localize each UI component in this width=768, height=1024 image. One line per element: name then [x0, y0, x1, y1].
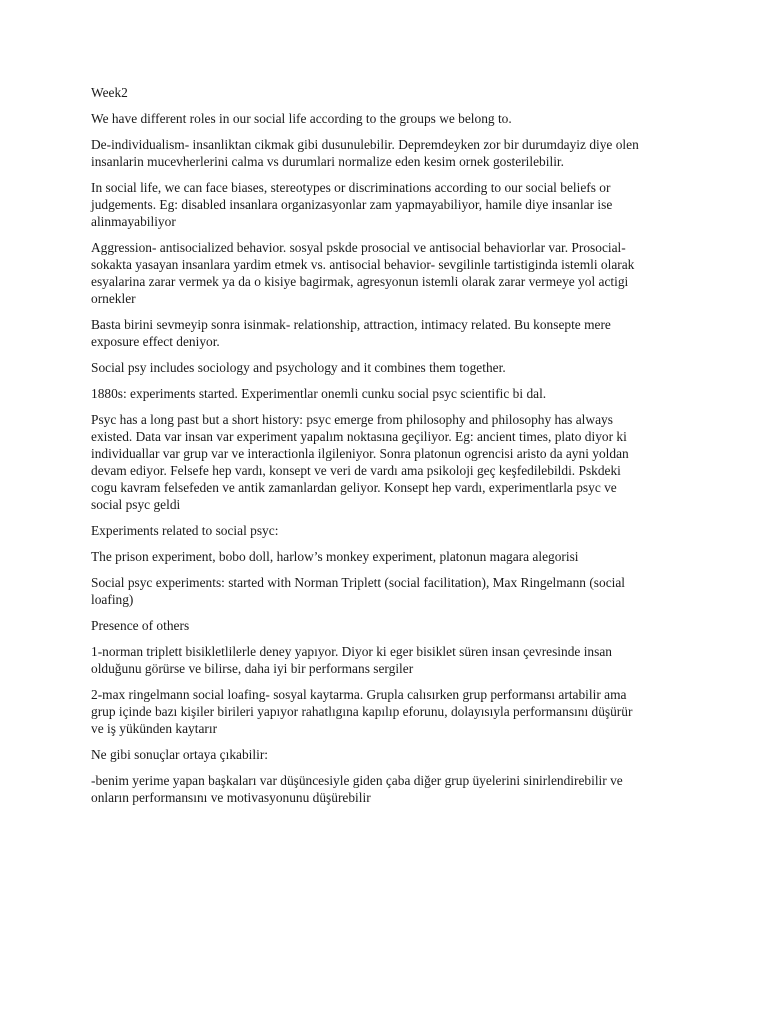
paragraph	[91, 643, 691, 677]
text-line: ornekler	[91, 291, 136, 306]
text-line: Ne gibi sonuçlar ortaya çıkabilir:	[91, 747, 268, 762]
text-line: loafing)	[91, 592, 134, 607]
text-line: 2-max ringelmann social loafing- sosyal kaytarma. Grupla calısırken grup performansı artabilir ama	[91, 687, 627, 702]
text-line: Psyc has a long past but a short history: psyc emerge from philosophy and philosophy has always	[91, 412, 613, 427]
text-line: 1880s: experiments started. Experimentlar onemli cunku social psyc scientific bi dal.	[91, 386, 547, 401]
text-line: The prison experiment, bobo doll, harlow’s monkey experiment, platonun magara alegorisi	[91, 549, 579, 564]
text-line: insanlarin mucevherlerini calma vs durumlari normalize eden kesim ornek gosterilebilir.	[91, 154, 564, 169]
document-heading	[91, 84, 691, 101]
text-line: sokakta yasayan insanlara yardim etmek vs. antisocial behavior- sevgilinle tartistiginda istemli olarak	[91, 257, 635, 272]
paragraph	[91, 179, 691, 230]
paragraph	[91, 359, 691, 376]
paragraph	[91, 385, 691, 402]
text-line: onların performansını ve motivasyonunu düşürebilir	[91, 790, 371, 805]
text-line: We have different roles in our social life according to the groups we belong to.	[91, 111, 512, 126]
paragraph	[91, 686, 691, 737]
text-line: olduğunu görürse ve bilirse, daha iyi bir performans sergiler	[91, 661, 414, 676]
text-line: existed. Data var insan var experiment yapalım noktasına geçiliyor. Eg: ancient times, plato diyor ki	[91, 429, 627, 444]
text-line: individuallar var grup var ve interactionla ilgileniyor. Sonra platonun ogrencisi aristo da ayni yoldan	[91, 446, 629, 461]
paragraph	[91, 110, 691, 127]
document-page	[91, 84, 691, 815]
text-line: In social life, we can face biases, stereotypes or discriminations according to our social beliefs or	[91, 180, 611, 195]
text-line: judgements. Eg: disabled insanlara organizasyonlar zam yapmayabiliyor, hamile diye insanlar ise	[91, 197, 613, 212]
text-line: cogu kavram felsefeden ve antik zamanlardan geliyor. Konsept hep vardı, experimentlarla psyc ve	[91, 480, 617, 495]
paragraph	[91, 772, 691, 806]
text-line: alinmayabiliyor	[91, 214, 176, 229]
text-line: Experiments related to social psyc:	[91, 523, 279, 538]
paragraph	[91, 411, 691, 513]
text-line: Basta birini sevmeyip sonra isinmak- relationship, attraction, intimacy related. Bu konsepte mere	[91, 317, 611, 332]
paragraph	[91, 239, 691, 307]
paragraph	[91, 617, 691, 634]
text-line: Week2	[91, 85, 128, 100]
text-line: devam ediyor. Felsefe hep vardı, konsept ve veri de vardı ama psikoloji geç keşfedilebildi. Pskdeki	[91, 463, 621, 478]
text-line: Social psy includes sociology and psychology and it combines them together.	[91, 360, 506, 375]
paragraph	[91, 136, 691, 170]
text-line: De-individualism- insanliktan cikmak gibi dusunulebilir. Depremdeyken zor bir durumdayiz diye olen	[91, 137, 639, 152]
paragraph	[91, 574, 691, 608]
text-line: grup içinde bazı kişiler birileri yapıyor rahatlıgına kapılıp eforunu, dolayısıyla performansını düşürür	[91, 704, 633, 719]
text-line: 1-norman triplett bisikletlilerle deney yapıyor. Diyor ki eger bisiklet süren insan çevresinde insan	[91, 644, 612, 659]
paragraph	[91, 522, 691, 539]
text-line: ve iş yükünden kaytarır	[91, 721, 218, 736]
text-line: Presence of others	[91, 618, 190, 633]
text-line: social psyc geldi	[91, 497, 181, 512]
text-line: -benim yerime yapan başkaları var düşüncesiyle giden çaba diğer grup üyelerini sinirlendirebilir ve	[91, 773, 623, 788]
text-line: Social psyc experiments: started with Norman Triplett (social facilitation), Max Ringelmann (social	[91, 575, 626, 590]
text-line: esyalarina zarar vermek ya da o kisiye bagirmak, agresyonun istemli olarak zarar vermeye yol actigi	[91, 274, 629, 289]
paragraph	[91, 548, 691, 565]
text-line: Aggression- antisocialized behavior. sosyal pskde prosocial ve antisocial behaviorlar var. Prosocial-	[91, 240, 626, 255]
paragraph	[91, 746, 691, 763]
text-line: exposure effect deniyor.	[91, 334, 220, 349]
paragraph	[91, 316, 691, 350]
